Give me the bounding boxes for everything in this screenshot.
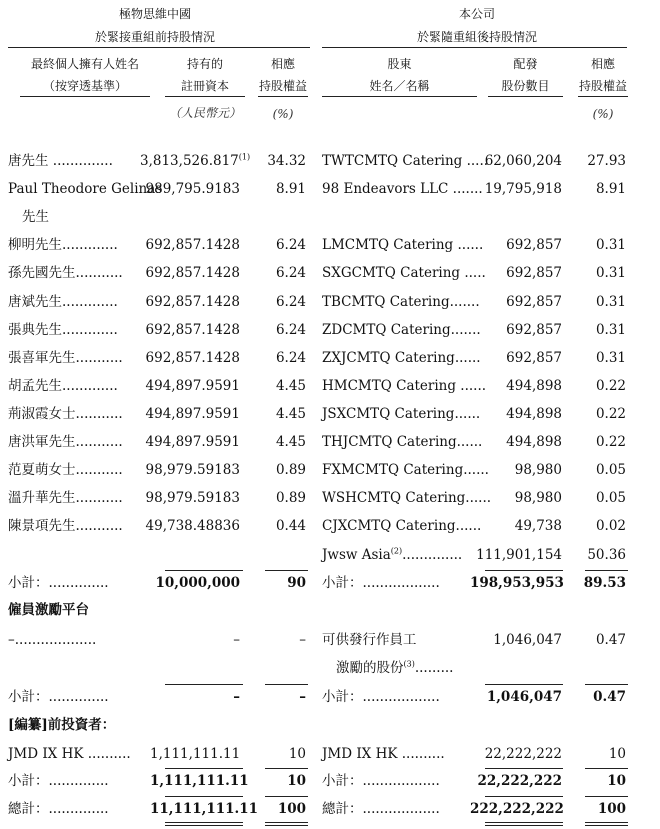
- row-capital: [140, 352, 240, 366]
- rule: [485, 822, 563, 823]
- left-group-title: 極物思維中國: [118, 7, 191, 21]
- esop-holder-name2: 激勵的股份: [336, 660, 404, 676]
- total-shares: 222,222,222: [470, 801, 564, 817]
- row-capital: [140, 464, 240, 478]
- row-pct2: 0.22: [595, 434, 626, 450]
- rule: [165, 822, 243, 823]
- col-shareholder-rule: [322, 96, 477, 97]
- rule: [585, 768, 628, 769]
- row-holder-name: HMCMTQ Catering ......: [322, 378, 487, 394]
- row-owner: 唐先生 ..............: [8, 153, 113, 169]
- rule: [265, 822, 308, 823]
- esop-pct: –: [299, 632, 306, 648]
- row-shares: 692,857: [506, 294, 562, 310]
- row-holder: [322, 352, 481, 366]
- subtotal3-pct: 10: [287, 773, 306, 789]
- row-shares: 98,980: [514, 490, 562, 506]
- row-shares: 62,060,204: [484, 153, 562, 169]
- row-holder-name: LMCMTQ Catering ......: [322, 237, 484, 253]
- row-capital: [140, 492, 240, 506]
- row-capital: [140, 296, 240, 310]
- row-owner: 張典先生.............: [8, 322, 118, 338]
- row-owner: 陳景項先生...........: [8, 518, 123, 534]
- esop-holder-line2: [336, 659, 454, 676]
- row-capital: [140, 267, 240, 281]
- row-pct: 6.24: [275, 237, 306, 253]
- row-pct2: 8.91: [595, 181, 626, 197]
- col-capital-rule: [165, 96, 245, 97]
- row-holder: [322, 492, 491, 506]
- section-esop-title: 僱員激勵平台: [8, 602, 89, 618]
- rule: [265, 684, 308, 685]
- left-group-subtitle: 於緊接重組前持股情況: [94, 30, 215, 44]
- unit-pct-left: (%): [272, 107, 294, 121]
- row-pct2: 0.31: [595, 265, 626, 281]
- row-pct2: 0.31: [595, 322, 626, 338]
- subtotal-label-right: 小計：..................: [322, 575, 440, 591]
- col-pct-right-rule: [578, 96, 628, 97]
- row-holder: [322, 183, 483, 197]
- row-holder-name: WSHCMTQ Catering......: [322, 490, 492, 506]
- row-capital-note-ref: (1): [238, 152, 251, 162]
- row-pct: 8.91: [275, 181, 306, 197]
- row-capital-value: 692,857.1428: [145, 237, 240, 253]
- investor-pct2: 10: [608, 746, 626, 762]
- rule: [485, 768, 563, 769]
- row-holder-name: TWTCMTQ Catering .....: [322, 153, 489, 169]
- row-owner: 范夏萌女士...........: [8, 462, 123, 478]
- row-pct: 4.45: [275, 406, 306, 422]
- esop-shares: 1,046,047: [493, 632, 562, 648]
- col-owner-rule: [20, 96, 150, 97]
- col-shares-header: 配發: [513, 57, 538, 71]
- row-shares: 19,795,918: [484, 181, 562, 197]
- row-pct: 6.24: [275, 265, 306, 281]
- rule: [485, 570, 563, 571]
- rule: [265, 825, 308, 826]
- row-owner: 唐洪軍先生...........: [8, 434, 123, 450]
- row-holder-name: THJCMTQ Catering......: [322, 434, 483, 450]
- row-holder-leader: ..............: [402, 547, 463, 563]
- subtotal3-label-left: 小計：..............: [8, 773, 109, 789]
- subtotal3-label-right: 小計：..................: [322, 773, 440, 789]
- subtotal-label-left: 小計：..............: [8, 575, 109, 591]
- subtotal3-pct2: 10: [607, 773, 626, 789]
- row-pct2: 0.22: [595, 378, 626, 394]
- row-pct: 4.45: [275, 434, 306, 450]
- row-holder: [322, 380, 486, 394]
- rule: [485, 684, 563, 685]
- row-shares: 692,857: [506, 350, 562, 366]
- row-holder: [322, 155, 488, 169]
- row-capital-value: 692,857.1428: [145, 322, 240, 338]
- col-shares-subheader: 股份數目: [501, 79, 550, 93]
- rule: [265, 796, 308, 797]
- row-capital-value: 49,738.48836: [145, 518, 240, 534]
- row-capital-value: 692,857.1428: [145, 350, 240, 366]
- subtotal-shares: 198,953,953: [470, 575, 564, 591]
- investor-pct: 10: [288, 746, 306, 762]
- rule: [585, 822, 628, 823]
- subtotal3-capital: 1,111,111.11: [150, 773, 249, 789]
- row-capital-value: 98,979.59183: [145, 490, 240, 506]
- row-holder-name: Jwsw Asia: [322, 547, 391, 563]
- rule: [165, 570, 243, 571]
- esop-owner: –...................: [8, 632, 97, 648]
- row-pct2: 0.02: [595, 518, 626, 534]
- esop-capital: –: [233, 632, 240, 648]
- row-shares: 494,898: [506, 378, 562, 394]
- rule: [265, 570, 308, 571]
- total-label-left: 總計：..............: [8, 801, 109, 817]
- row-holder-name: 98 Endeavors LLC .......: [322, 181, 483, 197]
- row-holder: [322, 296, 480, 310]
- row-owner: 溫升華先生...........: [8, 490, 123, 506]
- unit-rmb: （人民幣元）: [168, 106, 241, 120]
- col-pct-left-subheader: 持股權益: [258, 79, 307, 93]
- row-holder: [322, 324, 481, 338]
- esop-holder: 可供發行作員工: [322, 632, 417, 648]
- row-pct: 34.32: [267, 153, 306, 169]
- subtotal-pct: 90: [287, 575, 306, 591]
- rule: [165, 684, 243, 685]
- row-pct: 6.24: [275, 294, 306, 310]
- subtotal2-capital: –: [233, 689, 240, 705]
- row-pct2: 0.31: [595, 237, 626, 253]
- col-pct-left-rule: [258, 96, 308, 97]
- row-shares: 494,898: [506, 434, 562, 450]
- col-capital-subheader: 註冊資本: [180, 79, 229, 93]
- subtotal2-label-right: 小計：..................: [322, 689, 440, 705]
- row-capital: [140, 239, 240, 253]
- rule: [165, 825, 243, 826]
- row-holder: [322, 267, 486, 281]
- row-shares: 692,857: [506, 322, 562, 338]
- rule: [585, 796, 628, 797]
- esop-note-ref: (3): [403, 659, 415, 669]
- row-pct2: 50.36: [587, 547, 626, 563]
- row-capital-value: 98,979.59183: [145, 462, 240, 478]
- row-holder: [322, 436, 482, 450]
- rule: [165, 796, 243, 797]
- right-group-subtitle: 於緊隨重組後持股情況: [416, 30, 537, 44]
- subtotal2-pct2: 0.47: [593, 689, 626, 705]
- row-pct2: 0.05: [595, 490, 626, 506]
- row-capital: [140, 436, 240, 450]
- row-pct2: 0.05: [595, 462, 626, 478]
- row-pct: 0.44: [275, 518, 306, 534]
- investor-holder: JMD IX HK ..........: [322, 746, 445, 762]
- subtotal3-shares: 22,222,222: [477, 773, 562, 789]
- rule: [165, 768, 243, 769]
- subtotal2-label-left: 小計：..............: [8, 689, 109, 705]
- row-holder: [322, 464, 489, 478]
- row-holder-name: ZDCMTQ Catering.......: [322, 322, 481, 338]
- row-shares: 692,857: [506, 237, 562, 253]
- row-holder-name: JSXCMTQ Catering......: [322, 406, 481, 422]
- row-capital-value: 692,857.1428: [145, 265, 240, 281]
- row-owner: 唐斌先生.............: [8, 294, 118, 310]
- row-holder-name: SXGCMTQ Catering .....: [322, 265, 486, 281]
- subtotal-pct2: 89.53: [583, 575, 626, 591]
- row-pct: 0.89: [275, 462, 306, 478]
- col-shareholder-subheader: 姓名／名稱: [369, 79, 430, 93]
- row-pct: 4.45: [275, 378, 306, 394]
- unit-pct-right: (%): [592, 107, 614, 121]
- section-investor-title: [編纂]前投資者：: [8, 717, 116, 733]
- row-pct2: 27.93: [587, 153, 626, 169]
- rule: [485, 796, 563, 797]
- total-label-right: 總計：..................: [322, 801, 440, 817]
- row-capital-value: 989,795.9183: [145, 181, 240, 197]
- row-capital: [140, 183, 240, 197]
- row-owner: 柳明先生.............: [8, 237, 118, 253]
- esop-leader-dots: .........: [414, 660, 454, 676]
- total-capital: 11,111,111.11: [150, 801, 259, 817]
- row-owner-line2: 先生: [22, 209, 49, 225]
- esop-pct2: 0.47: [595, 632, 626, 648]
- col-owner-header: 最終個人擁有人姓名: [30, 57, 139, 71]
- row-capital-value: 3,813,526.817: [140, 153, 239, 169]
- row-shares: 49,738: [514, 518, 562, 534]
- row-pct2: 0.31: [595, 350, 626, 366]
- row-holder-name: ZXJCMTQ Catering......: [322, 350, 481, 366]
- col-pct-left-header: 相應: [270, 57, 295, 71]
- row-shares: 692,857: [506, 265, 562, 281]
- row-owner: 張喜軍先生...........: [8, 350, 123, 366]
- right-group-rule: [322, 47, 627, 48]
- row-owner: 胡孟先生.............: [8, 378, 118, 394]
- row-holder-name: FXMCMTQ Catering......: [322, 462, 489, 478]
- row-holder: [322, 520, 481, 534]
- row-capital-value: 494,897.9591: [145, 406, 240, 422]
- total-pct2: 100: [597, 801, 626, 817]
- row-shares: 98,980: [514, 462, 562, 478]
- investor-shares: 22,222,222: [484, 746, 562, 762]
- rule: [485, 825, 563, 826]
- subtotal-capital: 10,000,000: [155, 575, 240, 591]
- subtotal2-shares: 1,046,047: [486, 689, 562, 705]
- row-holder: [322, 239, 483, 253]
- row-holder-note-ref: (2): [390, 546, 403, 556]
- row-owner: 孫先國先生...........: [8, 265, 123, 281]
- row-shares: 111,901,154: [476, 547, 562, 563]
- investor-owner: JMD IX HK ..........: [8, 746, 131, 762]
- rule: [585, 684, 628, 685]
- row-owner: 荊淑霞女士...........: [8, 406, 123, 422]
- row-holder: [322, 408, 480, 422]
- col-owner-subheader: （按穿透基準）: [42, 79, 127, 93]
- row-capital-value: 494,897.9591: [145, 434, 240, 450]
- row-pct: 6.24: [275, 322, 306, 338]
- rule: [585, 570, 628, 571]
- row-capital: [140, 408, 240, 422]
- row-capital: [140, 152, 251, 169]
- row-pct2: 0.31: [595, 294, 626, 310]
- col-shares-rule: [488, 96, 563, 97]
- total-pct: 100: [277, 801, 306, 817]
- right-group-title: 本公司: [458, 7, 495, 21]
- row-holder-name: TBCMTQ Catering.......: [322, 294, 480, 310]
- row-holder: [322, 546, 463, 563]
- row-capital: [140, 324, 240, 338]
- subtotal2-pct: –: [299, 689, 306, 705]
- col-capital-header: 持有的: [186, 57, 223, 71]
- row-capital: [140, 520, 240, 534]
- row-capital-value: 692,857.1428: [145, 294, 240, 310]
- row-pct: 0.89: [275, 490, 306, 506]
- col-shareholder-header: 股東: [387, 57, 412, 71]
- row-owner: Paul Theodore Gelinas: [8, 181, 163, 197]
- row-pct: 6.24: [275, 350, 306, 366]
- col-pct-right-header: 相應: [590, 57, 615, 71]
- row-shares: 494,898: [506, 406, 562, 422]
- row-capital: [140, 380, 240, 394]
- row-pct2: 0.22: [595, 406, 626, 422]
- row-capital-value: 494,897.9591: [145, 378, 240, 394]
- rule: [265, 768, 308, 769]
- rule: [585, 825, 628, 826]
- left-group-rule: [8, 47, 310, 48]
- row-holder-name: CJXCMTQ Catering......: [322, 518, 482, 534]
- investor-capital: 1,111,111.11: [150, 746, 241, 762]
- col-pct-right-subheader: 持股權益: [578, 79, 627, 93]
